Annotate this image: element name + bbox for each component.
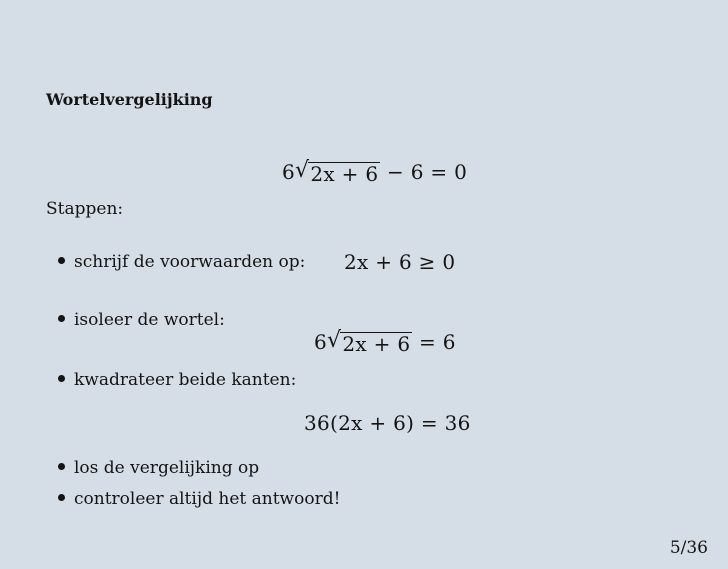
- step-item-1: [58, 252, 305, 272]
- step-label: controleer altijd het antwoord!: [74, 489, 341, 509]
- step-2-math-rest: = 6: [412, 330, 456, 354]
- page-number: 5/36: [669, 538, 708, 558]
- main-equation-radicand: 2x + 6: [310, 162, 379, 186]
- step-2-math-radicand: 2x + 6: [342, 332, 411, 356]
- slide-title: Wortelvergelijking: [46, 90, 213, 109]
- bullet-icon: [58, 494, 65, 501]
- step-label: los de vergelijking op: [74, 458, 260, 478]
- step-item-4: [58, 458, 259, 478]
- main-equation: [282, 160, 467, 186]
- square-root-symbol: √ 2x + 6: [295, 158, 379, 186]
- step-label: kwadrateer beide kanten:: [74, 370, 297, 390]
- bullet-icon: [58, 375, 65, 382]
- step-label: schrijf de voorwaarden op:: [74, 252, 306, 272]
- main-equation-rest: − 6 = 0: [380, 160, 468, 184]
- bullet-icon: [58, 257, 65, 264]
- step-label: isoleer de wortel:: [74, 310, 225, 330]
- step-item-2: [58, 310, 225, 330]
- step-2-math: [314, 330, 456, 356]
- step-3-math: 36(2x + 6) = 36: [304, 411, 471, 435]
- bullet-icon: [58, 315, 65, 322]
- step-2-math-coef: 6: [314, 330, 328, 354]
- main-equation-coef: 6: [282, 160, 296, 184]
- step-1-math: 2x + 6 ≥ 0: [344, 250, 456, 274]
- bullet-icon: [58, 463, 65, 470]
- step-item-5: [58, 489, 340, 509]
- step-item-3: [58, 370, 296, 390]
- square-root-symbol: √ 2x + 6: [327, 328, 411, 356]
- steps-heading: Stappen:: [46, 199, 124, 219]
